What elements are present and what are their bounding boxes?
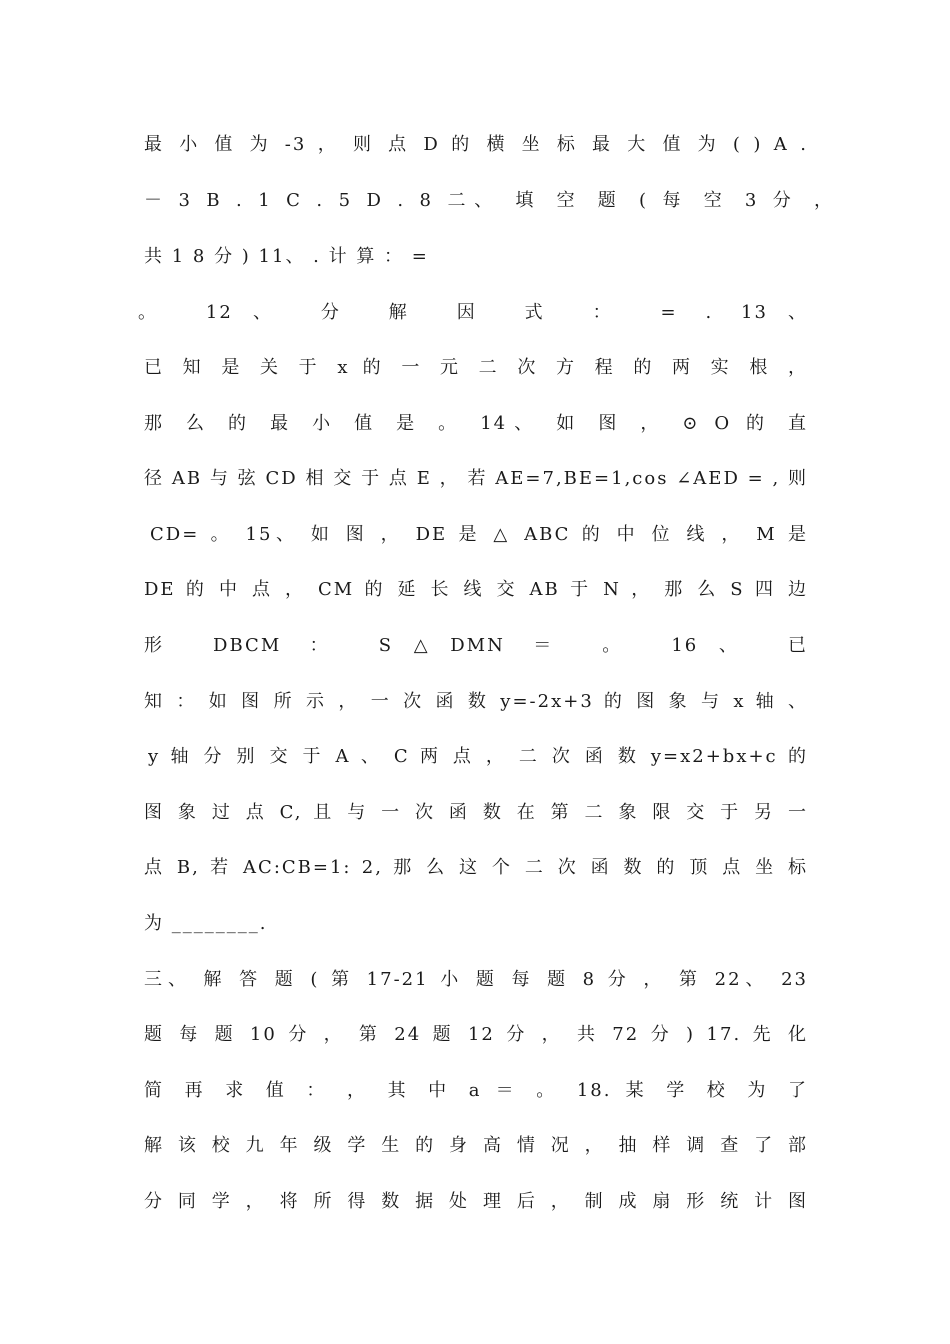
text-line-20: 分 同 学 ， 将 所 得 数 据 处 理 后 ， 制 成 扇 形 统 计 图 — [144, 1191, 808, 1212]
text-line-5: 已 知 是 关 于 x 的 一 元 二 次 方 程 的 两 实 根 ， — [144, 357, 808, 378]
text-line-3: 共 1 8 分 ) 11、 . 计 算 ： = — [144, 246, 429, 267]
text-line-15: 为 ________. — [144, 913, 268, 934]
text-line-18: 简 再 求 值 ： ， 其 中 a ＝ 。 18. 某 学 校 为 了 — [144, 1080, 808, 1101]
text-line-13: 图 象 过 点 C, 且 与 一 次 函 数 在 第 二 象 限 交 于 另 一 — [144, 802, 808, 823]
text-line-7: 径 AB 与 弦 CD 相 交 于 点 E ， 若 AE=7,BE=1,cos ∠AED = , 则 — [144, 468, 808, 489]
text-line-17: 题 每 题 10 分 ， 第 24 题 12 分 ， 共 72 分 ) 17. 先 化 — [144, 1024, 808, 1045]
text-line-16: 三、 解 答 题 ( 第 17-21 小 题 每 题 8 分 ， 第 22、 23 — [144, 969, 808, 990]
text-line-4: 。 12、 分 解 因 式 ： = . 13、 — [138, 302, 808, 323]
text-line-10: 形 DBCM ： S△DMN ＝ 。 16、 已 — [144, 635, 808, 656]
text-line-6: 那 么 的 最 小 值 是 。 14、 如 图 ， ⊙ O 的 直 — [144, 413, 808, 434]
text-line-11: 知 ： 如 图 所 示 ， 一 次 函 数 y=-2x+3 的 图 象 与 x 轴 、 — [144, 691, 808, 712]
text-line-9: DE 的 中 点 ， CM 的 延 长 线 交 AB 于 N ， 那 么 S 四 边 — [144, 579, 808, 600]
text-line-14: 点 B, 若 AC:CB=1: 2, 那 么 这 个 二 次 函 数 的 顶 点 坐 标 — [144, 857, 808, 878]
text-line-8: CD= 。 15、 如 图 ， DE 是 △ ABC 的 中 位 线 ， M 是 — [150, 524, 808, 545]
text-line-1: 最 小 值 为 -3 ， 则 点 D 的 横 坐 标 最 大 值 为 ( ) A . — [144, 134, 808, 155]
text-line-2: － 3 B . 1 C . 5 D . 8 二、 填 空 题 ( 每 空 3 分 ， — [144, 190, 834, 211]
text-line-12: y 轴 分 别 交 于 A 、 C 两 点 ， 二 次 函 数 y=x2+bx+c 的 — [148, 746, 808, 767]
text-line-19: 解 该 校 九 年 级 学 生 的 身 高 情 况 ， 抽 样 调 查 了 部 — [144, 1135, 808, 1156]
